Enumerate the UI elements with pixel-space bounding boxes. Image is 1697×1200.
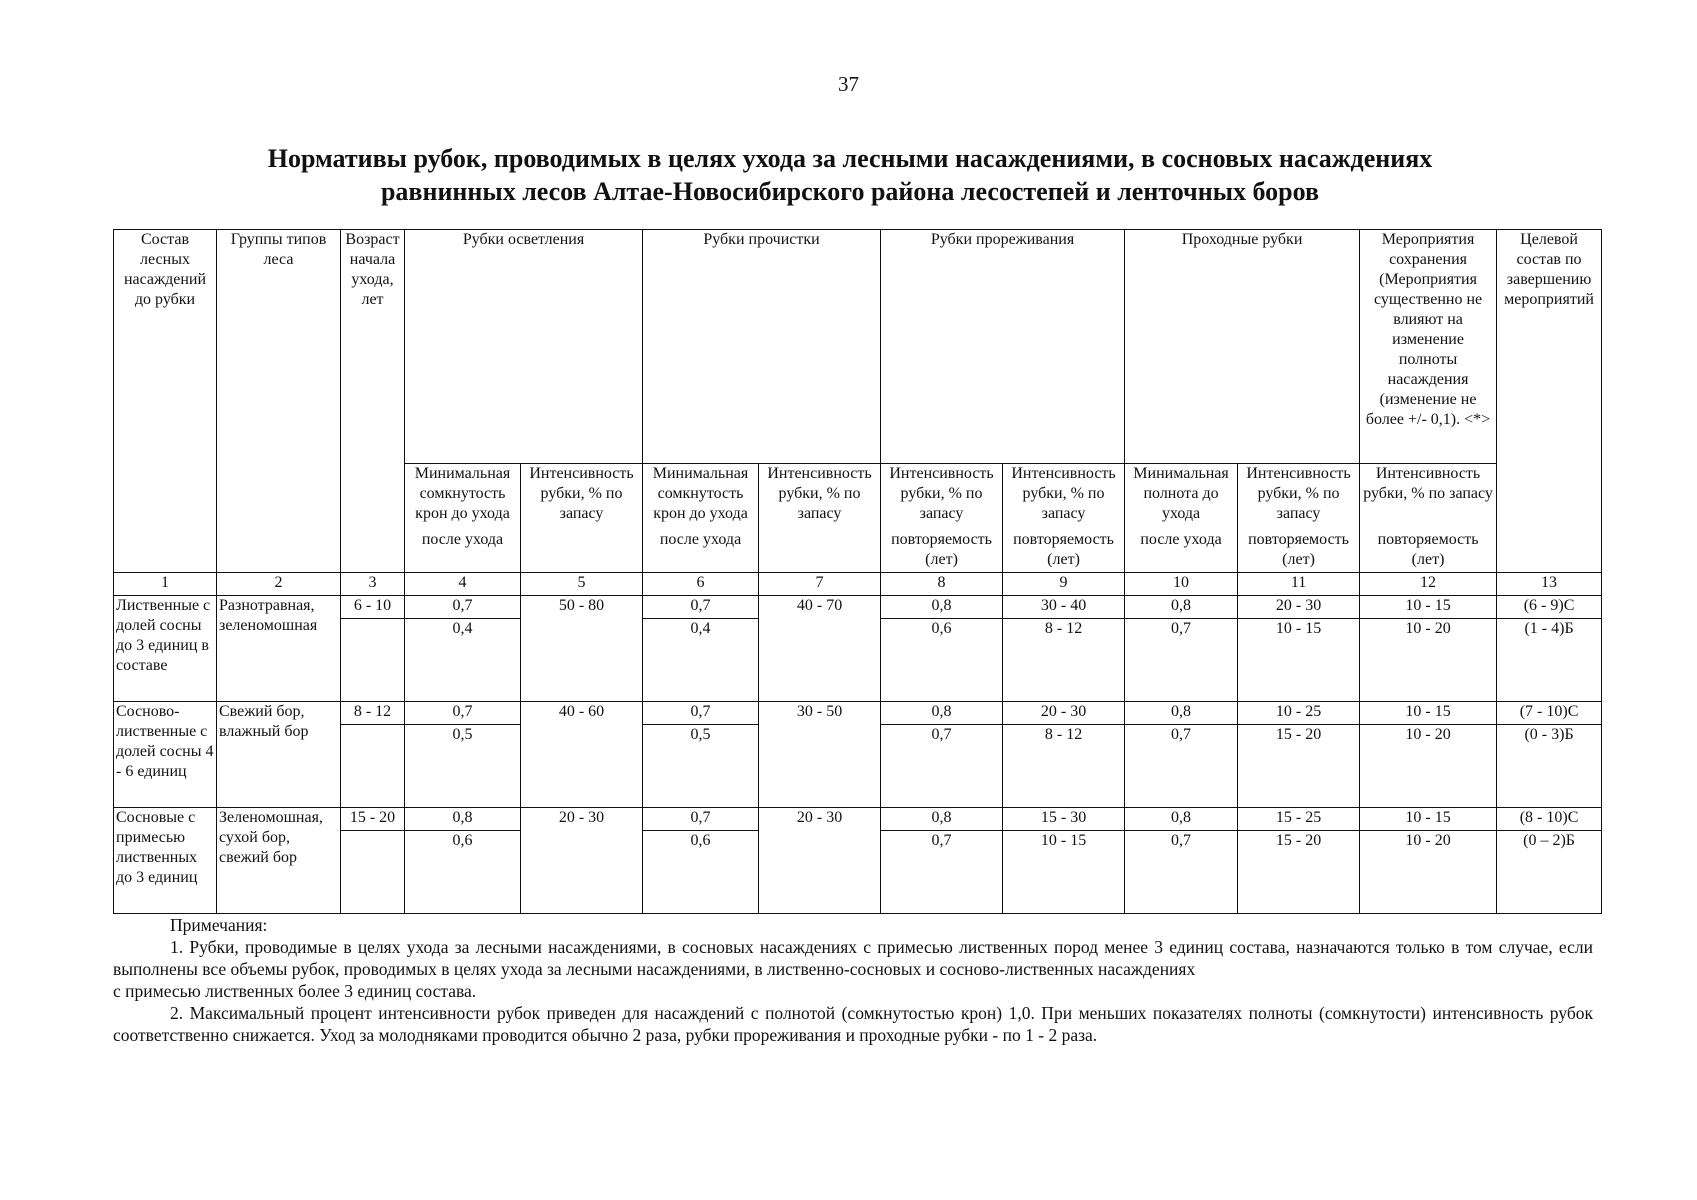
note-1-continuation: с примесью лиственных более 3 единиц состава. — [113, 981, 477, 1001]
header-clarification: Рубки осветления — [405, 230, 643, 464]
header-forest-types: Группы типов леса — [217, 230, 341, 573]
value-cell: 20 - 30 — [1003, 702, 1125, 725]
subheader-after-care: после ухода — [643, 530, 759, 573]
subheader-intensity: Интенсивность рубки, % по запасу — [521, 464, 643, 573]
value-cell: (8 - 10)С — [1497, 808, 1602, 831]
header-row — [114, 230, 1602, 464]
value-cell: 0,7 — [1125, 725, 1238, 808]
value-cell: 0,6 — [643, 831, 759, 914]
notes-section — [113, 914, 1593, 1046]
column-number: 7 — [759, 573, 881, 596]
header-target: Целевой состав по завершению мероприятий — [1497, 230, 1602, 573]
table-row — [114, 702, 1602, 725]
title-line-2: равнинных лесов Алтае-Новосибирского района лесостепей и ленточных боров — [380, 177, 1320, 206]
header-passage: Проходные рубки — [1125, 230, 1360, 464]
value-cell: 0,7 — [1125, 619, 1238, 702]
subheader-repeat: повторяемость (лет) — [881, 530, 1003, 573]
value-cell: (1 - 4)Б — [1497, 619, 1602, 702]
age-cell: 8 - 12 — [341, 702, 405, 725]
column-number: 6 — [643, 573, 759, 596]
forest-types-cell: Зеленомошная, сухой бор, свежий бор — [217, 808, 341, 914]
value-cell: 10 - 20 — [1360, 831, 1497, 914]
column-number: 3 — [341, 573, 405, 596]
value-cell: 10 - 20 — [1360, 725, 1497, 808]
value-cell: 0,8 — [405, 808, 521, 831]
value-cell: 0,7 — [405, 596, 521, 619]
value-cell: 20 - 30 — [1238, 596, 1360, 619]
value-cell: (0 - 3)Б — [1497, 725, 1602, 808]
value-cell: 10 - 15 — [1360, 702, 1497, 725]
column-number: 12 — [1360, 573, 1497, 596]
table-row — [114, 596, 1602, 619]
age-cell: 15 - 20 — [341, 808, 405, 831]
composition-cell: Лиственные с долей сосны до 3 единиц в составе — [114, 596, 217, 702]
subheader-after-care: после ухода — [1125, 530, 1238, 573]
value-cell: 10 - 15 — [1360, 808, 1497, 831]
subheader-repeat: повторяемость (лет) — [1238, 530, 1360, 573]
value-cell: 0,4 — [643, 619, 759, 702]
value-cell: 0,8 — [1125, 596, 1238, 619]
subheader-min-closure: Минимальная сомкнутость крон до ухода — [405, 464, 521, 531]
page-number: 37 — [838, 72, 859, 96]
value-cell: 0,4 — [405, 619, 521, 702]
header-cleaning: Рубки прочистки — [643, 230, 881, 464]
value-cell: 10 - 20 — [1360, 619, 1497, 702]
value-cell: 0,8 — [881, 702, 1003, 725]
value-cell: 0,5 — [643, 725, 759, 808]
header-thinning: Рубки прореживания — [881, 230, 1125, 464]
value-cell: 10 - 15 — [1238, 619, 1360, 702]
value-cell: 0,7 — [881, 831, 1003, 914]
value-cell: 15 - 30 — [1003, 808, 1125, 831]
empty-cell — [341, 831, 405, 914]
value-cell: 8 - 12 — [1003, 619, 1125, 702]
value-cell: 40 - 60 — [521, 702, 643, 808]
value-cell: 0,8 — [881, 808, 1003, 831]
value-cell: 50 - 80 — [521, 596, 643, 702]
header-start-age: Возраст начала ухода, лет — [341, 230, 405, 573]
header-preservation: Мероприятия сохранения (Мероприятия существенно не влияют на изменение полноты насаждения (изменение не более +/- 0,1). <*> — [1360, 230, 1497, 464]
value-cell: 0,6 — [405, 831, 521, 914]
empty-cell — [341, 725, 405, 808]
value-cell: 15 - 20 — [1238, 831, 1360, 914]
subheader-intensity: Интенсивность рубки, % по запасу — [1238, 464, 1360, 531]
value-cell: (6 - 9)С — [1497, 596, 1602, 619]
notes-heading: Примечания: — [170, 915, 268, 935]
subheader-min-closure: Минимальная сомкнутость крон до ухода — [643, 464, 759, 531]
column-number: 10 — [1125, 573, 1238, 596]
column-number: 11 — [1238, 573, 1360, 596]
composition-cell: Сосновые с примесью лиственных до 3 единиц — [114, 808, 217, 914]
value-cell: 0,7 — [643, 596, 759, 619]
table-row — [114, 808, 1602, 831]
value-cell: 0,7 — [405, 702, 521, 725]
forest-types-cell: Разнотравная, зеленомошная — [217, 596, 341, 702]
value-cell: 10 - 15 — [1003, 831, 1125, 914]
value-cell: 0,7 — [643, 808, 759, 831]
value-cell: 30 - 50 — [759, 702, 881, 808]
subheader-intensity: Интенсивность рубки, % по запасу — [881, 464, 1003, 531]
subheader-after-care: после ухода — [405, 530, 521, 573]
document-title — [140, 142, 1560, 208]
composition-cell: Сосново-лиственные с долей сосны 4 - 6 единиц — [114, 702, 217, 808]
value-cell: 0,8 — [1125, 702, 1238, 725]
column-number-row — [114, 573, 1602, 596]
value-cell: 15 - 25 — [1238, 808, 1360, 831]
value-cell: 0,7 — [1125, 831, 1238, 914]
value-cell: 10 - 25 — [1238, 702, 1360, 725]
column-number: 4 — [405, 573, 521, 596]
value-cell: 0,8 — [881, 596, 1003, 619]
value-cell: 8 - 12 — [1003, 725, 1125, 808]
value-cell: (0 – 2)Б — [1497, 831, 1602, 914]
subheader-repeat: повторяемость (лет) — [1003, 530, 1125, 573]
subheader-repeat: повторяемость (лет) — [1360, 530, 1497, 573]
value-cell: (7 - 10)С — [1497, 702, 1602, 725]
norms-table — [113, 229, 1602, 914]
column-number: 1 — [114, 573, 217, 596]
value-cell: 30 - 40 — [1003, 596, 1125, 619]
value-cell: 0,6 — [881, 619, 1003, 702]
title-line-1: Нормативы рубок, проводимых в целях ухода за лесными насаждениями, в сосновых насаждениях — [267, 144, 1433, 173]
column-number: 2 — [217, 573, 341, 596]
subheader-intensity: Интенсивность рубки, % по запасу — [1003, 464, 1125, 531]
subheader-intensity: Интенсивность рубки, % по запасу — [1360, 464, 1497, 531]
value-cell: 20 - 30 — [521, 808, 643, 914]
value-cell: 15 - 20 — [1238, 725, 1360, 808]
subheader-intensity: Интенсивность рубки, % по запасу — [759, 464, 881, 573]
value-cell: 0,7 — [881, 725, 1003, 808]
age-cell: 6 - 10 — [341, 596, 405, 619]
note-1: 1. Рубки, проводимые в целях ухода за лесными насаждениями, в сосновых насаждениях с примесью лиственных пород менее 3 единиц состава, назначаются только в том случае, если выполнены все объемы рубок, проводимых в целях ухода за лесными насаждениями, в лиственно-сосновых и сосново-лиственных насаждениях — [113, 937, 1593, 979]
column-number: 5 — [521, 573, 643, 596]
note-2: 2. Максимальный процент интенсивности рубок приведен для насаждений с полнотой (сомкнутостью крон) 1,0. При меньших показателях полноты (сомкнутости) интенсивность рубок соответственно снижается. Уход за молодняками проводится обычно 2 раза, рубки прореживания и проходные рубки - по 1 - 2 раза. — [113, 1003, 1593, 1045]
header-composition: Состав лесных насаждений до рубки — [114, 230, 217, 573]
column-number: 9 — [1003, 573, 1125, 596]
forest-types-cell: Свежий бор, влажный бор — [217, 702, 341, 808]
value-cell: 0,5 — [405, 725, 521, 808]
column-number: 8 — [881, 573, 1003, 596]
value-cell: 0,7 — [643, 702, 759, 725]
empty-cell — [341, 619, 405, 702]
value-cell: 40 - 70 — [759, 596, 881, 702]
value-cell: 10 - 15 — [1360, 596, 1497, 619]
value-cell: 0,8 — [1125, 808, 1238, 831]
subheader-min-fullness: Минимальная полнота до ухода — [1125, 464, 1238, 531]
column-number: 13 — [1497, 573, 1602, 596]
value-cell: 20 - 30 — [759, 808, 881, 914]
